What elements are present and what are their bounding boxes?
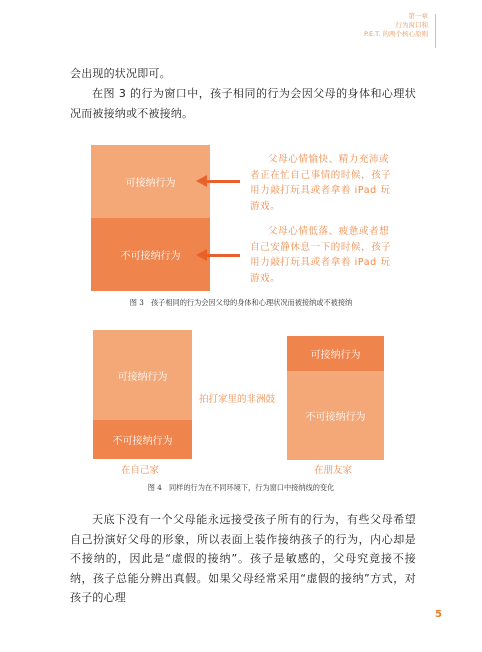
running-header xyxy=(364,12,428,39)
fig4-middle-label: 拍打家里的非洲鼓 xyxy=(199,394,276,405)
header-chapter: 第一章 xyxy=(408,12,428,20)
fig3-accept-box: 可接纳行为 xyxy=(91,145,210,218)
fig4-right-caption-label: 在朋友家 xyxy=(314,465,353,476)
fig4-right-accept-box: 可接纳行为 xyxy=(287,336,384,371)
page-number: 5 xyxy=(435,609,442,620)
header-rule xyxy=(435,14,436,48)
fig3-note-top: 父母心情愉快、精力充沛或者正在忙自己事情的时候，孩子用力敲打玩具或者拿着 iPad 玩游戏。 xyxy=(250,154,392,212)
header-line2: 行为窗口和 xyxy=(395,21,428,29)
header-line3: P.E.T. 的两个核心原则 xyxy=(364,30,428,38)
fig3-caption: 图 3 孩子相同的行为会因父母的身体和心理状况而被接纳或不被接纳 xyxy=(129,298,353,307)
fig4-left-reject-box: 不可接纳行为 xyxy=(93,420,192,459)
paragraph-2: 在图 3 的行为窗口中，孩子相同的行为会因父母的身体和心理状况而被接纳或不被接纳。 xyxy=(70,87,416,120)
paragraph-1: 会出现的状况即可。 xyxy=(70,67,171,80)
fig4-left-caption-label: 在自己家 xyxy=(121,465,160,476)
fig3-reject-box: 不可接纳行为 xyxy=(91,218,210,291)
fig4-left-accept-box: 可接纳行为 xyxy=(93,330,192,420)
fig3-arrow-top xyxy=(205,180,240,183)
fig4-caption: 图 4 同样的行为在不同环境下，行为窗口中接纳线的变化 xyxy=(147,483,335,492)
fig4-right-reject-box: 不可接纳行为 xyxy=(287,371,384,460)
fig3-note-bottom: 父母心情低落、疲惫或者想自己安静休息一下的时候，孩子用力敲打玩具或者拿着 iPad 玩游戏。 xyxy=(250,226,392,284)
fig3-arrow-bottom xyxy=(205,254,240,257)
paragraph-3: 天底下没有一个父母能永远接受孩子所有的行为，有些父母希望自己扮演好父母的形象，所以表面上装作接纳孩子的行为，内心却是不接纳的，因此是“虚假的接纳”。孩子是敏感的，父母究竟接不接纳，孩子总能分辨出真假。如果父母经常采用“虚假的接纳”方式，对孩子的心理 xyxy=(70,513,416,604)
